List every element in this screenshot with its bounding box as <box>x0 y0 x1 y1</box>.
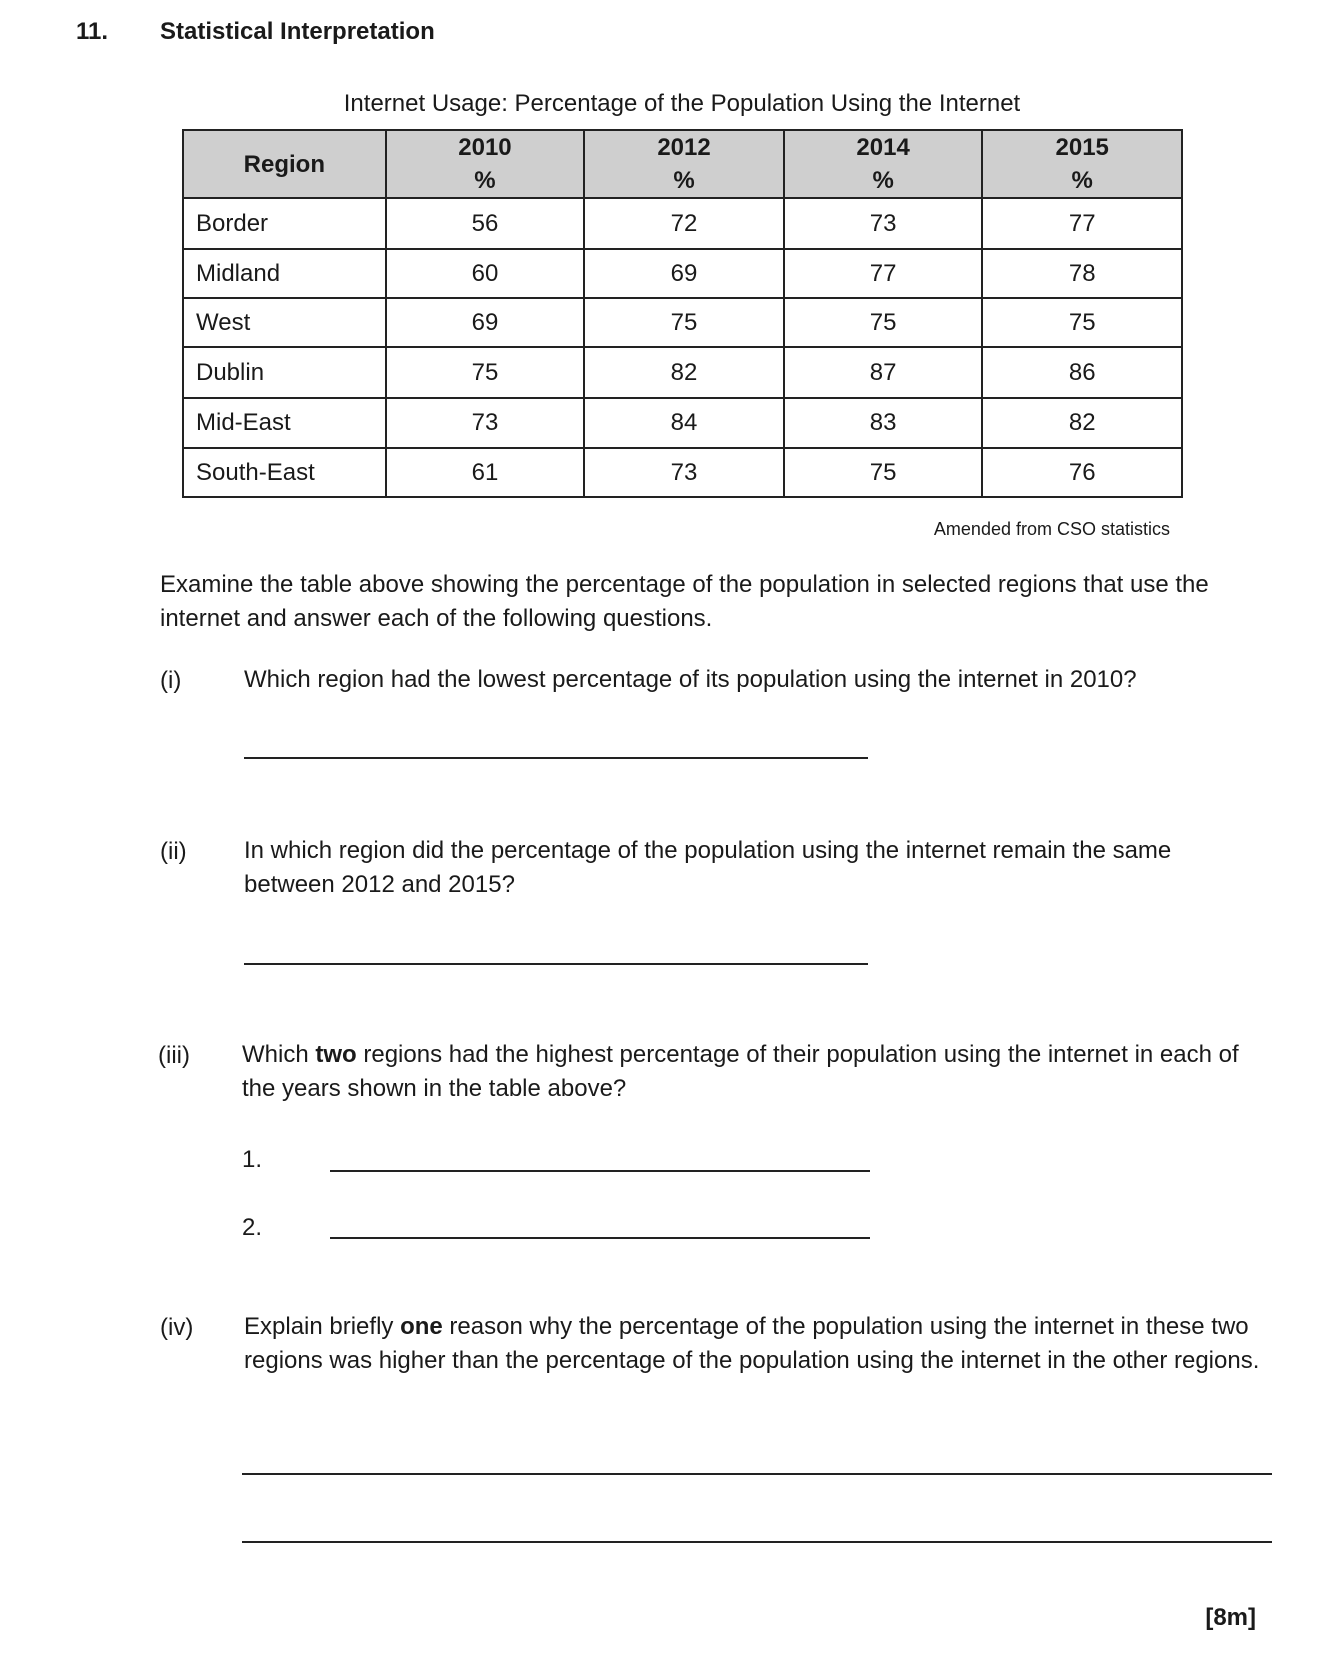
region-name: Border <box>183 198 386 249</box>
part-iv-answer-line-2[interactable] <box>242 1541 1272 1543</box>
part-ii-question: In which region did the percentage of the population using the internet remain the same between 2012 and 2015? <box>244 837 1172 898</box>
column-unit: % <box>474 167 496 194</box>
table-row <box>183 298 1182 347</box>
region-name: South-East <box>183 448 386 497</box>
part-iii-sub1-label: 1. <box>242 1146 263 1173</box>
table-cell: 61 <box>386 448 585 497</box>
table-row <box>183 347 1182 398</box>
part-ii-label: (ii) <box>160 838 187 865</box>
part-i-question: Which region had the lowest percentage of its population using the internet in 2010? <box>244 666 1137 693</box>
question-number: 11. <box>76 18 109 45</box>
table-cell: 75 <box>584 298 784 347</box>
table-row <box>183 198 1182 249</box>
part-iii-text: regions had the highest percentage of their population using the internet in each of the years shown in the table above? <box>242 1041 1239 1102</box>
table-cell: 87 <box>784 347 983 398</box>
part-i-answer-line[interactable] <box>244 757 868 759</box>
table-cell: 82 <box>982 398 1182 448</box>
table-cell: 75 <box>982 298 1182 347</box>
region-name: Midland <box>183 249 386 298</box>
part-iii-text: Which <box>242 1041 316 1068</box>
table-cell: 84 <box>584 398 784 448</box>
part-iv-text: Explain briefly <box>244 1313 401 1340</box>
column-unit: % <box>872 167 894 194</box>
table-row <box>183 448 1182 497</box>
column-header-2010 <box>386 130 585 198</box>
table-cell: 69 <box>584 249 784 298</box>
column-header-2014 <box>784 130 983 198</box>
table-source: Amended from CSO statistics <box>933 519 1170 539</box>
marks-total: [8m] <box>1205 1604 1256 1631</box>
column-header-2015 <box>982 130 1182 198</box>
table-cell: 73 <box>784 198 983 249</box>
table-cell: 72 <box>584 198 784 249</box>
table-cell: 75 <box>784 298 983 347</box>
internet-usage-table <box>182 129 1183 498</box>
part-iv-text: reason why the percentage of the population using the internet in these two regions was higher than the percentage of the population using the internet in the other regions. <box>244 1313 1260 1374</box>
part-iii-emphasis: two <box>315 1041 357 1068</box>
part-iii-answer-line-1[interactable] <box>330 1170 870 1172</box>
region-header: Region <box>183 130 386 198</box>
table-row <box>183 398 1182 448</box>
part-ii-answer-line[interactable] <box>244 963 868 965</box>
table-cell: 73 <box>584 448 784 497</box>
table-row <box>183 249 1182 298</box>
table-cell: 75 <box>386 347 585 398</box>
column-year: 2014 <box>856 134 910 161</box>
table-cell: 69 <box>386 298 585 347</box>
part-iii-question <box>242 1038 1242 1106</box>
column-header-2012 <box>584 130 784 198</box>
part-iii-answer-line-2[interactable] <box>330 1237 870 1239</box>
part-iv-label: (iv) <box>160 1314 194 1341</box>
table-caption: Internet Usage: Percentage of the Population Using the Internet <box>343 90 1021 117</box>
region-name: Mid-East <box>183 398 386 448</box>
table-cell: 56 <box>386 198 585 249</box>
column-year: 2015 <box>1055 134 1109 161</box>
table-cell: 77 <box>784 249 983 298</box>
table-cell: 73 <box>386 398 585 448</box>
table-header-row <box>183 130 1182 198</box>
table-cell: 76 <box>982 448 1182 497</box>
question-title: Statistical Interpretation <box>160 18 435 45</box>
region-name: West <box>183 298 386 347</box>
part-iv-question <box>244 1310 1264 1378</box>
part-iii-label: (iii) <box>158 1042 190 1069</box>
column-year: 2012 <box>657 134 711 161</box>
table-cell: 77 <box>982 198 1182 249</box>
part-iv-answer-line-1[interactable] <box>242 1473 1272 1475</box>
column-year: 2010 <box>458 134 512 161</box>
column-unit: % <box>1071 167 1093 194</box>
table-cell: 82 <box>584 347 784 398</box>
table-cell: 60 <box>386 249 585 298</box>
part-iv-emphasis: one <box>400 1313 443 1340</box>
table-cell: 75 <box>784 448 983 497</box>
column-unit: % <box>673 167 695 194</box>
table-cell: 86 <box>982 347 1182 398</box>
part-iii-sub2-label: 2. <box>242 1214 263 1241</box>
instructions: Examine the table above showing the percentage of the population in selected regions that use the internet and answer each of the following questions. <box>160 571 1209 632</box>
part-i-label: (i) <box>160 667 182 694</box>
table-cell: 78 <box>982 249 1182 298</box>
region-name: Dublin <box>183 347 386 398</box>
table-cell: 83 <box>784 398 983 448</box>
